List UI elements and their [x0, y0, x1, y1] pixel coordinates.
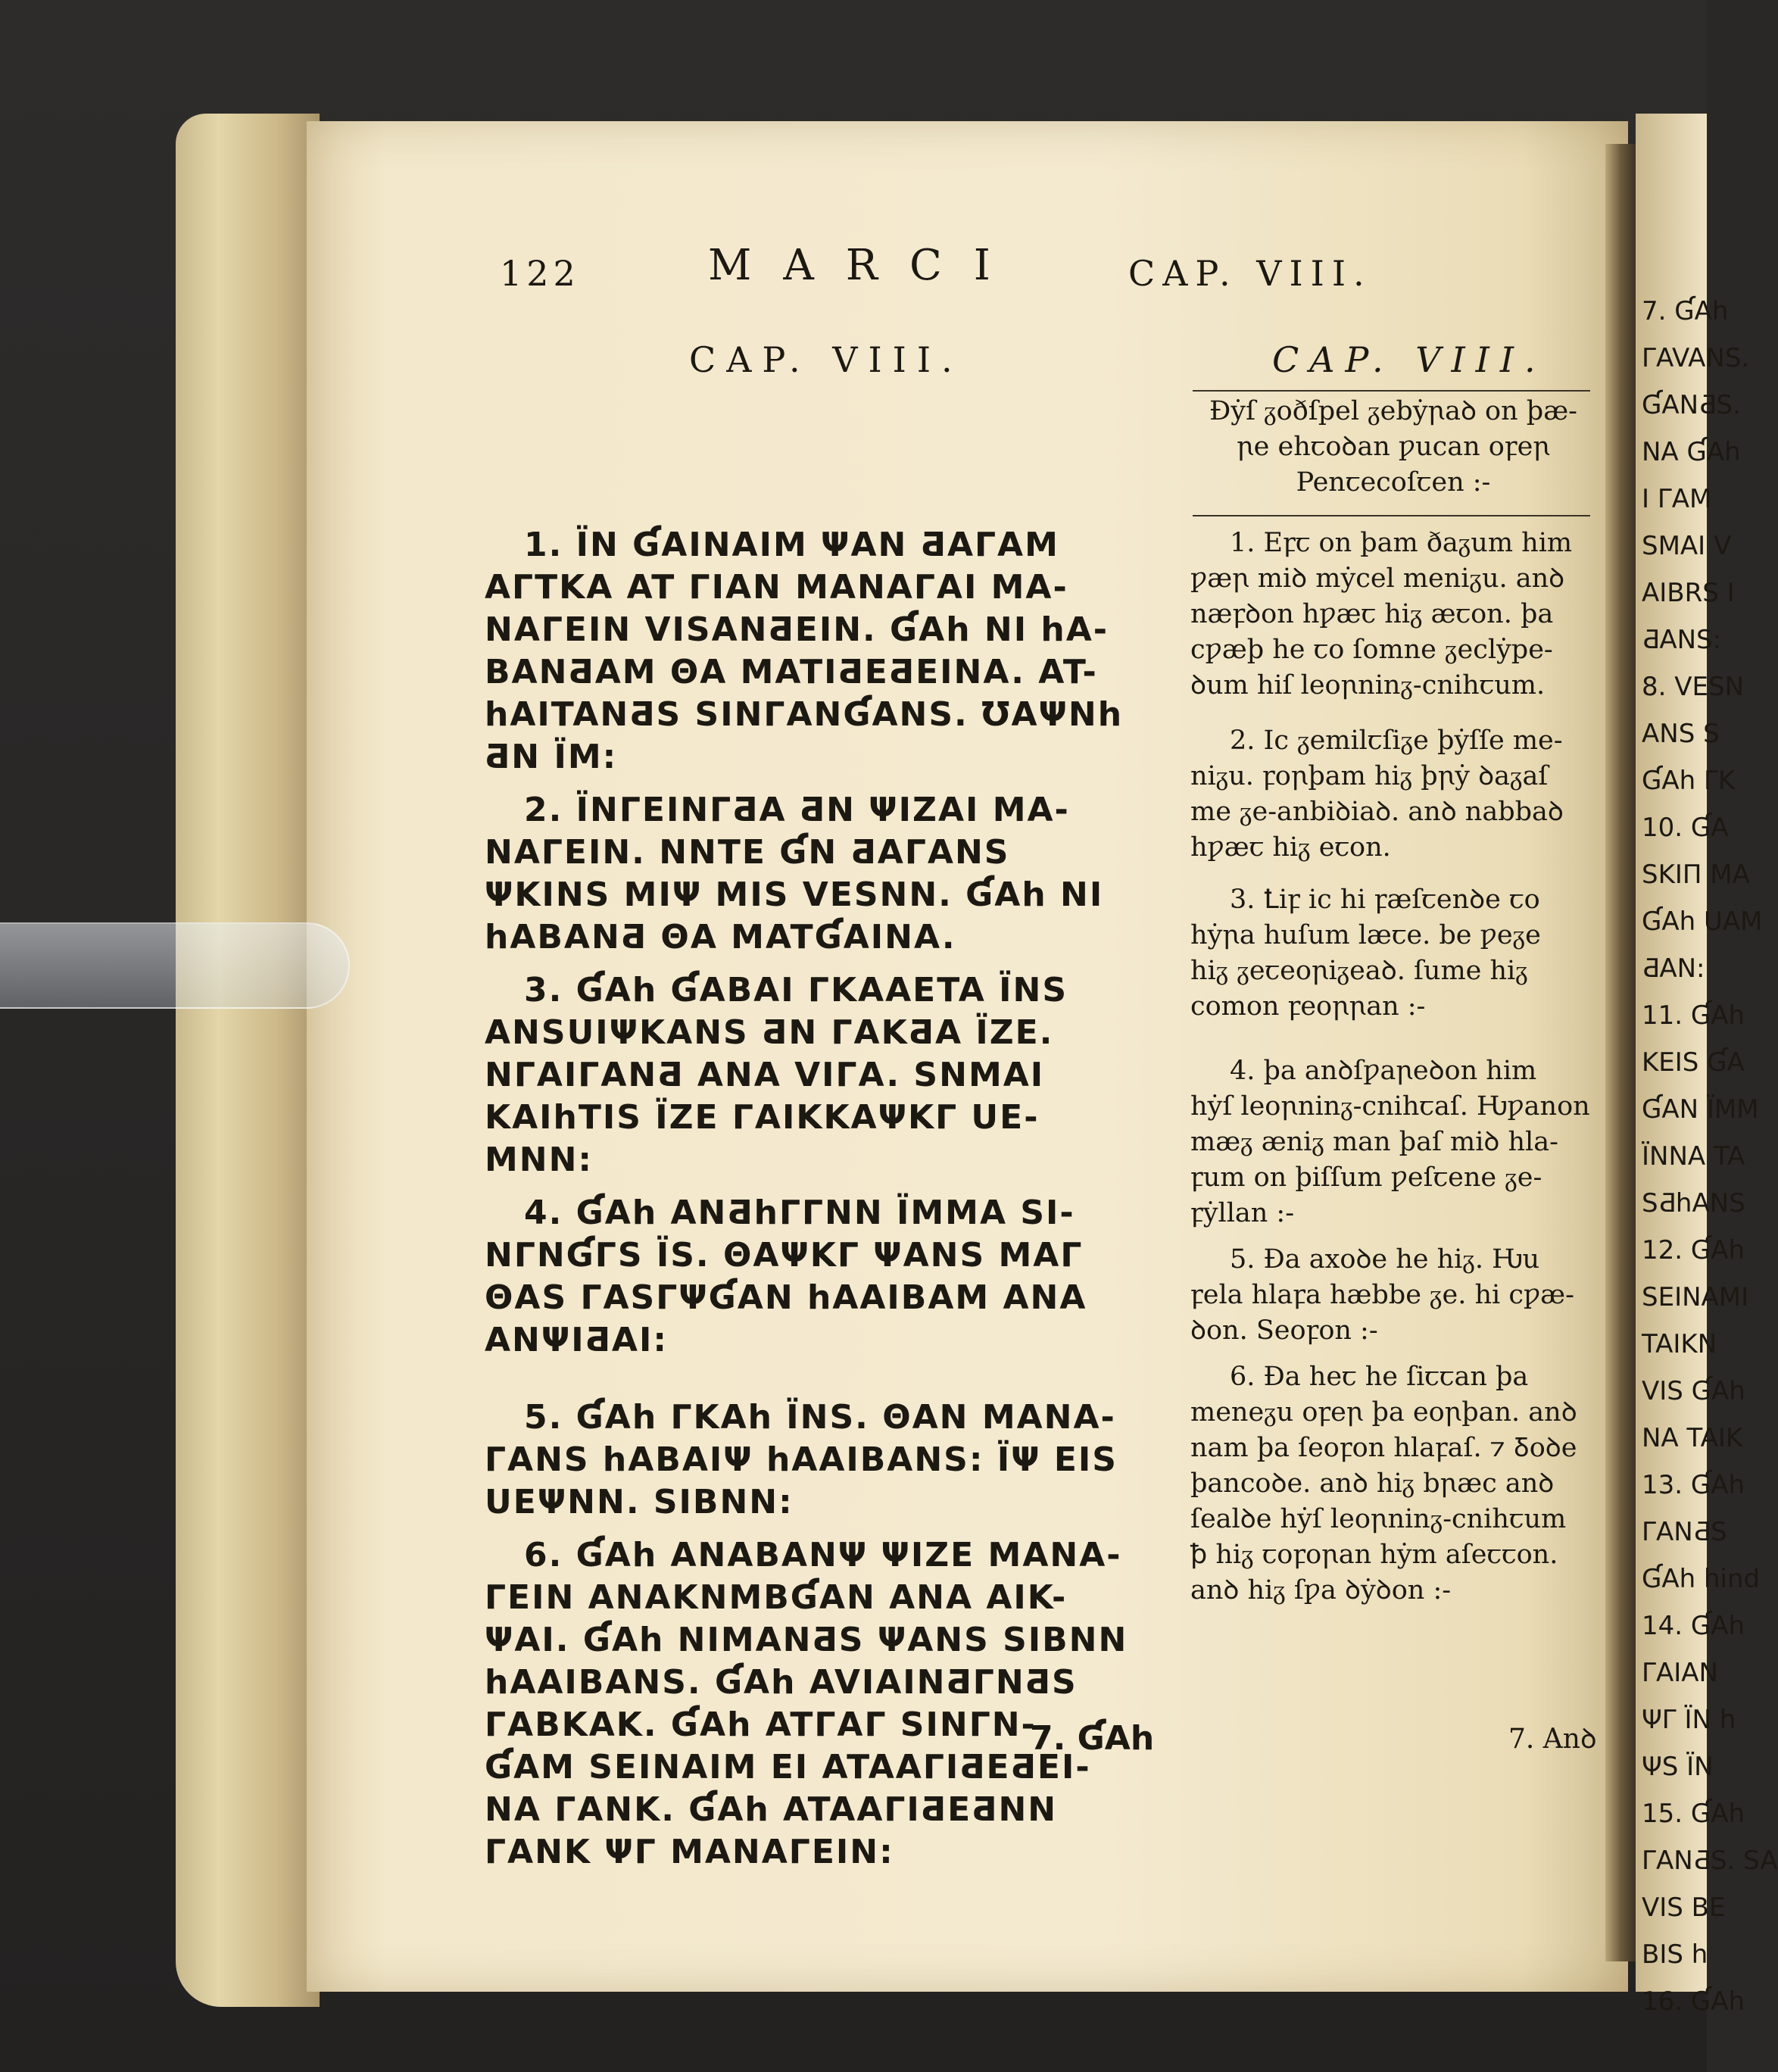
facing-page-line: SƋhANS	[1642, 1188, 1745, 1219]
anglosaxon-verse-line	[1190, 1537, 1614, 1573]
gothic-verse	[485, 1192, 1166, 1362]
gothic-verse-text: AΓTKA AT ΓIAN MANAΓAI MA-	[485, 568, 1068, 607]
anglosaxon-verse	[1190, 1053, 1614, 1231]
anglosaxon-verse-line	[1190, 1196, 1614, 1231]
gothic-verse-number: 2.	[524, 791, 576, 829]
gothic-verse	[485, 789, 1166, 959]
anglosaxon-verse-line	[1190, 989, 1614, 1025]
gothic-verse-line	[485, 1277, 1166, 1319]
facing-page-line: ANS S	[1642, 719, 1720, 749]
anglosaxon-verse-text: hẏꞃa huſum læꞇe. be ƿeᵹe	[1190, 920, 1541, 950]
gothic-verse-line	[485, 1319, 1166, 1362]
facing-page-line: VIS ƓAh	[1642, 1376, 1745, 1406]
anglosaxon-verse-number: 6.	[1230, 1362, 1264, 1392]
facing-page-line: BIS h	[1642, 1939, 1708, 1970]
anglosaxon-verse-text: þa anꝺſƿaꞃeꝺon him	[1263, 1056, 1537, 1086]
anglosaxon-verse-line	[1190, 1502, 1614, 1537]
facing-page-line: ΓAIAN	[1642, 1658, 1718, 1688]
facing-page-line: ΓANƋS	[1642, 1517, 1727, 1547]
facing-page-line: I ΓAM	[1642, 484, 1712, 514]
gothic-verse-number: 4.	[524, 1194, 576, 1232]
facing-page-line: SKIΠ MA	[1642, 860, 1750, 890]
gothic-verse-line	[485, 1097, 1166, 1139]
gothic-verse-text: ΓANK ΨΓ MANAΓEIN:	[485, 1833, 894, 1871]
gothic-verse-text: KAIhTIS ÏZE ΓAIKKAΨKΓ UE-	[485, 1098, 1040, 1137]
anglosaxon-verse-text: ꝺum hiſ leoꞃninᵹ-cnihꞇum.	[1190, 670, 1546, 701]
gothic-chapter-title: CAP. VIII.	[689, 339, 963, 380]
gothic-verse-line	[485, 736, 1166, 779]
anglosaxon-verse	[1190, 1359, 1614, 1609]
gothic-verse-text: ÏN ƓAINAIM ΨAN ƋAΓAM	[576, 526, 1059, 564]
gothic-verse-text: NΓAIΓANƋ ANA VIΓA. SNMAI	[485, 1056, 1045, 1094]
facing-page-line: VIS BE	[1642, 1893, 1726, 1923]
gothic-verse-text: hAAIBANS. ƓAh AVIAINƋΓNƋS	[485, 1663, 1078, 1702]
gothic-verse-line	[485, 916, 1166, 959]
facing-page-line: ƋAN:	[1642, 953, 1705, 984]
gothic-verse-line	[485, 566, 1166, 609]
anglosaxon-verse	[1190, 526, 1614, 704]
gothic-verse-text: NAΓEIN VISANƋEIN. ƓAh NI hA-	[485, 610, 1109, 649]
intro-rule-top	[1193, 390, 1590, 392]
anglosaxon-verse-number: 5.	[1230, 1244, 1264, 1275]
anglosaxon-verse-text: ƿæꞃ miꝺ mẏcel meniᵹu. anꝺ	[1190, 563, 1565, 594]
gothic-text-column	[485, 524, 1166, 1884]
gothic-verse-line	[485, 1789, 1166, 1831]
facing-page-line: ΓANƋS. SA	[1642, 1846, 1778, 1876]
gothic-verse-text: MNN:	[485, 1141, 594, 1179]
facing-page-line: KEIS ƓA	[1642, 1047, 1745, 1078]
gothic-verse-line	[485, 1234, 1166, 1277]
gothic-verse-line	[485, 1619, 1166, 1662]
intro-line: Penꞇecoſꞇen :-	[1296, 467, 1491, 498]
anglosaxon-verse-text: hẏſ leoꞃninᵹ-cnihꞇaſ. Ƕƿanon	[1190, 1091, 1590, 1122]
gothic-verse-text: BANƋAM ΘA MATIƋEƋEINA. AT-	[485, 653, 1098, 691]
anglosaxon-verse-text: Ic ᵹemilꞇſiᵹe þẏſſe me-	[1263, 726, 1563, 756]
intro-line: Ðẏſ ᵹoðſpel ᵹebẏꞃaꝺ on þæ-	[1209, 396, 1577, 426]
anglosaxon-verse	[1190, 723, 1614, 866]
anglosaxon-verse-text: ꝥ hiᵹ ꞇoꝼoꞃan hẏm aſeꞇꞇon.	[1190, 1540, 1558, 1570]
facing-page-line: NA TAIK	[1642, 1423, 1743, 1453]
intro-line: ꞃe ehꞇoꝺan ƿucan oꝼeꞃ	[1237, 432, 1550, 462]
anglosaxon-verse-line	[1190, 918, 1614, 953]
facing-page-line: ƓAh UAM	[1642, 906, 1763, 937]
anglosaxon-verse-line	[1190, 1053, 1614, 1089]
anglosaxon-verse-text: ſealꝺe hẏſ leoꞃninᵹ-cnihꞇum	[1190, 1504, 1567, 1534]
gothic-verse-line	[485, 1054, 1166, 1097]
anglosaxon-verse-line	[1190, 632, 1614, 668]
gothic-verse-text: ƓAM SEINAIM EI ATAAΓIƋEƋEI-	[485, 1748, 1091, 1786]
facing-page-line: 12. ƓAh	[1642, 1235, 1745, 1265]
anglosaxon-verse-line	[1190, 953, 1614, 989]
facing-page-line: 15. ƓAh	[1642, 1799, 1745, 1829]
anglosaxon-verse-text: niᵹu. ꝼoꞃþam hiᵹ þꞃẏ ꝺaᵹaſ	[1190, 761, 1549, 791]
gothic-verse-text: ΨAI. ƓAh NIMANƋS ΨANS SIBNN	[485, 1621, 1128, 1659]
anglosaxon-verse-number: 4.	[1230, 1056, 1264, 1086]
anglosaxon-verse-line	[1190, 723, 1614, 759]
gothic-verse-text: ΓABKAK. ƓAh ATΓAΓ SINΓN-	[485, 1705, 1037, 1744]
gothic-verse-text: hABANƋ ΘA MATƓAINA.	[485, 918, 956, 956]
anglosaxon-verse-line	[1190, 1278, 1614, 1313]
anglosaxon-verse-text: Ða heꞇ he ſiꞇꞇan þa	[1263, 1362, 1529, 1392]
facing-page-line: SMAI V	[1642, 531, 1732, 561]
anglosaxon-verse-text: Ða axoꝺe he hiᵹ. Ƕu	[1263, 1244, 1540, 1275]
anglosaxon-verse-text: ꝺon. Seoꝼon :-	[1190, 1315, 1378, 1346]
anglosaxon-verse-line	[1190, 1160, 1614, 1196]
anglosaxon-verse-number: 3.	[1230, 885, 1264, 915]
gothic-verse-text: NΓNƓΓS ÏS. ΘAΨKΓ ΨANS MAΓ	[485, 1236, 1084, 1275]
gothic-verse-text: ANSUIΨKANS ƋN ΓAKƋA ÏZE.	[485, 1013, 1054, 1052]
facing-page-line: 8. VESN	[1642, 672, 1745, 702]
facing-page-line: 7. ƓAh	[1642, 296, 1729, 326]
gothic-verse-line	[485, 832, 1166, 874]
facing-page-line: TAIKN	[1642, 1329, 1717, 1359]
gothic-verse-line	[485, 874, 1166, 916]
anglosaxon-verse-line	[1190, 1431, 1614, 1466]
facing-page-line: ΨΓ ÏN h	[1642, 1705, 1736, 1735]
anglosaxon-verse-text: mæᵹ æniᵹ man þaſ miꝺ hla-	[1190, 1127, 1558, 1157]
gothic-verse-line	[485, 609, 1166, 651]
running-title: MARCI	[708, 241, 1022, 290]
gothic-verse	[485, 1534, 1166, 1874]
anglosaxon-verse-line	[1190, 1313, 1614, 1349]
gothic-verse-text: ÏNΓEINΓƋA ƋN ΨIZAI MA-	[576, 791, 1070, 829]
anglosaxon-verse-text: hiᵹ ᵹeꞇeoꞃiᵹeaꝺ. ſume hiᵹ	[1190, 956, 1528, 986]
gothic-verse-line	[485, 694, 1166, 736]
gothic-verse-text: ƓAh ANƋhΓΓNN ÏMMA SI-	[576, 1194, 1075, 1232]
gothic-verse-line	[485, 1439, 1166, 1481]
facing-page-line: ΨS ÏN	[1642, 1752, 1714, 1782]
facing-page-line: 10. ƓA	[1642, 813, 1729, 843]
anglosaxon-verse-line	[1190, 668, 1614, 704]
anglosaxon-verse-text: me ᵹe-anbiꝺiaꝺ. anꝺ nabbaꝺ	[1190, 797, 1564, 827]
anglosaxon-chapter-title: CAP. VIII.	[1272, 339, 1546, 380]
anglosaxon-verse-text: ꝼẏllan :-	[1190, 1198, 1295, 1228]
gothic-verse-line	[485, 1012, 1166, 1054]
anglosaxon-verse-line	[1190, 1466, 1614, 1502]
running-chapter: CAP. VIII.	[1128, 253, 1372, 294]
page-number: 122	[500, 253, 580, 294]
gothic-verse-line	[485, 969, 1166, 1012]
book-fore-edge	[176, 114, 320, 2007]
facing-page-line: 14. ƓAh	[1642, 1611, 1745, 1641]
gothic-catchword: 7. ƓAh	[1030, 1719, 1155, 1758]
anglosaxon-verse-line	[1190, 597, 1614, 632]
gothic-verse-number: 6.	[524, 1536, 576, 1574]
gothic-verse-text: NA ΓANK. ƓAh ATAAΓIƋEƋNN	[485, 1790, 1058, 1829]
gothic-verse-line	[485, 1662, 1166, 1704]
gothic-verse-line	[485, 1534, 1166, 1577]
anglosaxon-verse-text: ꝼum on þiſſum ƿeſꞇene ᵹe-	[1190, 1162, 1542, 1193]
gothic-verse-line	[485, 524, 1166, 566]
gothic-verse-line	[485, 1831, 1166, 1874]
anglosaxon-verse	[1190, 882, 1614, 1025]
facing-page-line: NA ƓAh	[1642, 437, 1741, 467]
gothic-verse-line	[485, 651, 1166, 694]
gothic-verse-number: 3.	[524, 971, 576, 1009]
anglosaxon-verse-text: comon ꝼeoꞃꞃan :-	[1190, 991, 1426, 1022]
gothic-verse-text: UEΨNN. SIBNN:	[485, 1483, 794, 1521]
gothic-verse-text: ΨKINS MIΨ MIS VESNN. ƓAh NI	[485, 875, 1104, 914]
facing-page-line: ƓAh hind	[1642, 1564, 1761, 1594]
gothic-verse	[485, 1396, 1166, 1524]
anglosaxon-intro	[1193, 394, 1594, 501]
gothic-verse-number: 1.	[524, 526, 576, 564]
facing-page-line: SEINAMI	[1642, 1282, 1749, 1312]
gothic-verse-text: ƓAh ΓKAh ÏNS. ΘAN MANA-	[576, 1398, 1116, 1437]
gothic-verse-text: ΓANS hABAIΨ hAAIBANS: ÏΨ EIS	[485, 1440, 1118, 1479]
gothic-verse-text: hAITANƋS SINΓANƓANS. ƱAΨNh	[485, 695, 1124, 734]
anglosaxon-verse-text: hƿæꞇ hiᵹ eꞇon.	[1190, 832, 1391, 863]
gothic-verse-line	[485, 1139, 1166, 1181]
gothic-verse-text: ΘAS ΓASΓΨƓAN hAAIBAM ANA	[485, 1278, 1087, 1317]
gothic-verse-line	[485, 1481, 1166, 1524]
gothic-verse	[485, 969, 1166, 1181]
facing-page-line: 13. ƓAh	[1642, 1470, 1745, 1500]
anglosaxon-verse-text: nam þa ſeoꝼon hlaꝼaſ. ⁊ Ᵹoꝺe	[1190, 1433, 1577, 1463]
gothic-verse-line	[485, 1396, 1166, 1439]
anglosaxon-verse-line	[1190, 794, 1614, 830]
gothic-verse-text: ΓEIN ANAKNMBƓAN ANA AIK-	[485, 1578, 1068, 1617]
gothic-verse-line	[485, 1192, 1166, 1234]
anglosaxon-text-column	[1190, 526, 1614, 1619]
anglosaxon-verse-line	[1190, 1242, 1614, 1278]
anglosaxon-verse-number: 1.	[1230, 528, 1264, 558]
gothic-verse-text: ƓAh ANABANΨ ΨIZE MANA-	[576, 1536, 1122, 1574]
anglosaxon-verse-line	[1190, 1573, 1614, 1609]
anglosaxon-verse-text: ꝼela hlaꝼa hæbbe ᵹe. hi cƿæ-	[1190, 1280, 1574, 1310]
intro-rule-bottom	[1193, 515, 1590, 516]
anglosaxon-verse	[1190, 1242, 1614, 1349]
gothic-verse-text: ƋN ÏM:	[485, 738, 618, 776]
anglosaxon-verse-text: næꝼꝺon hƿæꞇ hiᵹ æꞇon. þa	[1190, 599, 1554, 629]
gothic-verse-line	[485, 789, 1166, 832]
anglosaxon-verse-line	[1190, 561, 1614, 597]
gothic-verse	[485, 524, 1166, 779]
gothic-verse-number: 5.	[524, 1398, 576, 1437]
anglosaxon-verse-text: anꝺ hiᵹ ſƿa ꝺẏꝺon :-	[1190, 1575, 1452, 1605]
anglosaxon-verse-line	[1190, 1359, 1614, 1395]
facing-page-line: 11. ƓAh	[1642, 1000, 1745, 1031]
facing-page-text	[1642, 288, 1778, 2017]
anglosaxon-verse-line	[1190, 882, 1614, 918]
gothic-verse-text: ƓAh ƓABAI ΓKAAETA ÏNS	[576, 971, 1068, 1009]
anglosaxon-verse-line	[1190, 1125, 1614, 1160]
anglosaxon-catchword: 7. Anꝺ	[1508, 1724, 1597, 1755]
anglosaxon-verse-line	[1190, 526, 1614, 561]
gothic-verse-text: NAΓEIN. NNTE ƓN ƋAΓANS	[485, 833, 1010, 872]
anglosaxon-verse-text: meneᵹu oꝼeꞃ þa eoꞃþan. anꝺ	[1190, 1397, 1577, 1428]
transparent-page-holder	[0, 922, 350, 1009]
anglosaxon-verse-line	[1190, 759, 1614, 794]
anglosaxon-verse-line	[1190, 1089, 1614, 1125]
facing-page-line: ƓAN ÏMM	[1642, 1094, 1759, 1125]
facing-page-line: 16. ƓAh	[1642, 1986, 1745, 2017]
gothic-verse-text: ANΨIƋAI:	[485, 1321, 668, 1359]
anglosaxon-verse-text: Ꝉiꝼ ic hi ꝼæſꞇenꝺe ꞇo	[1263, 885, 1540, 915]
facing-page-line: ΓAVANS.	[1642, 343, 1750, 373]
anglosaxon-verse-text: þancoꝺe. anꝺ hiᵹ bꞃæc anꝺ	[1190, 1468, 1555, 1499]
facing-page-line: ƓANƋS.	[1642, 390, 1741, 420]
facing-page-line: ÏNNA TA	[1642, 1141, 1745, 1172]
anglosaxon-verse-number: 2.	[1230, 726, 1264, 756]
gothic-verse-line	[485, 1577, 1166, 1619]
anglosaxon-verse-line	[1190, 1395, 1614, 1431]
anglosaxon-verse-text: Eꝼꞇ on þam ðaᵹum him	[1263, 528, 1573, 558]
anglosaxon-verse-text: cƿæþ he ꞇo ſomne ᵹeclẏpe-	[1190, 635, 1553, 665]
facing-page-line: ƋANS:	[1642, 625, 1722, 655]
facing-page-line: AIBRS I	[1642, 578, 1735, 608]
anglosaxon-verse-line	[1190, 830, 1614, 866]
facing-page-line: ƓAh ΓK	[1642, 766, 1736, 796]
